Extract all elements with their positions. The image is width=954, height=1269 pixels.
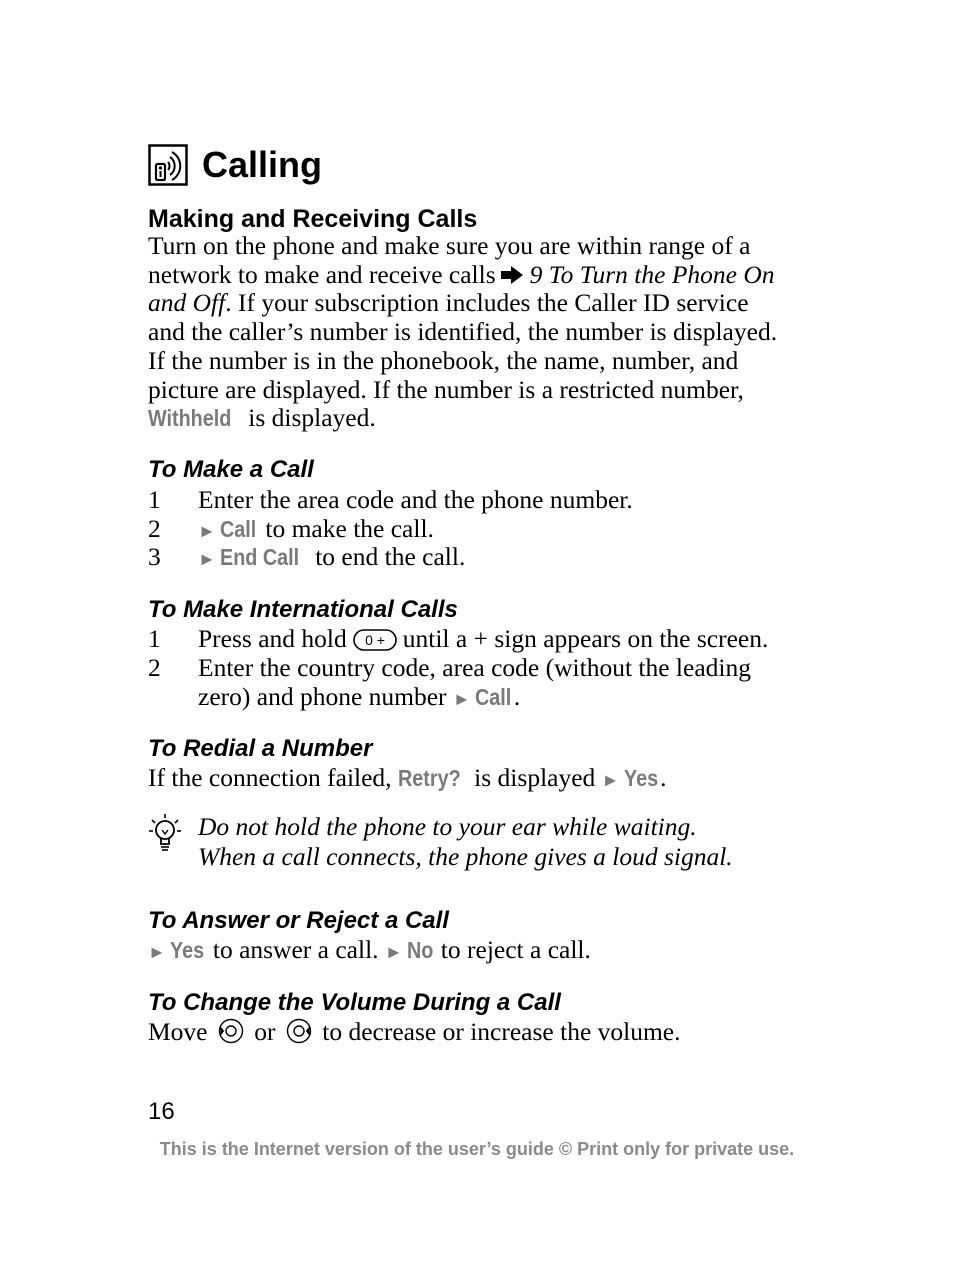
cross-reference-link[interactable]: 9 To Turn the Phone On xyxy=(529,259,775,289)
select-arrow-icon: ► xyxy=(384,942,403,962)
ui-label-call: Call xyxy=(474,683,512,710)
step-text: Press and hold xyxy=(198,624,347,653)
ui-label-retry: Retry? xyxy=(397,765,461,791)
ui-label-yes: Yes xyxy=(623,765,658,791)
lightbulb-icon xyxy=(148,812,188,856)
heading-redial: To Redial a Number xyxy=(148,735,373,762)
step-international-2 xyxy=(148,654,828,713)
select-arrow-icon: ► xyxy=(198,521,216,541)
heading-volume: To Change the Volume During a Call xyxy=(148,989,561,1016)
text-span: to decrease or increase the volume. xyxy=(322,1017,681,1046)
text-line: Turn on the phone and make sure you are within range of a xyxy=(148,231,751,260)
step-text: Enter the area code and the phone number. xyxy=(198,485,633,514)
text-line: If the number is in the phonebook, the name, number, and xyxy=(148,345,739,375)
text-span: network to make and receive calls xyxy=(148,259,496,289)
key-label: 0 + xyxy=(364,632,385,648)
tip-line: Do not hold the phone to your ear while waiting. xyxy=(198,812,697,841)
text-line: and the caller’s number is identified, the number is displayed. xyxy=(148,317,778,347)
step-text: to make the call. xyxy=(259,514,434,543)
step-make-call-3 xyxy=(148,543,828,574)
select-arrow-icon: ► xyxy=(452,688,471,709)
step-text: to end the call. xyxy=(308,542,466,571)
zero-plus-key-icon xyxy=(353,629,397,651)
text-line xyxy=(148,261,818,290)
heading-make-call: To Make a Call xyxy=(148,456,314,483)
text-span: If the connection failed, xyxy=(148,763,392,792)
step-number: 1 xyxy=(148,485,161,514)
answer-paragraph xyxy=(148,936,818,967)
select-arrow-icon: ► xyxy=(198,549,216,569)
navigation-key-right-icon xyxy=(286,1018,312,1044)
navigation-key-left-icon xyxy=(218,1018,244,1044)
text-span: Move xyxy=(148,1017,208,1046)
step-text: until a + sign appears on the screen. xyxy=(402,624,769,653)
heading-international-calls: To Make International Calls xyxy=(148,596,458,623)
text-span: to reject a call. xyxy=(434,935,591,964)
phone-signal-icon xyxy=(148,144,188,186)
text-span: . xyxy=(513,681,521,711)
making-paragraph xyxy=(148,232,818,433)
text-span: or xyxy=(254,1017,276,1046)
chapter-title: Calling xyxy=(202,144,323,185)
text-span: . xyxy=(660,763,667,792)
step-text: zero) and phone number xyxy=(198,681,447,711)
step-make-call-2 xyxy=(148,515,828,546)
step-make-call-1 xyxy=(148,486,828,515)
select-arrow-icon: ► xyxy=(601,770,620,790)
text-line: picture are displayed. If the number is a restricted number, xyxy=(148,374,744,404)
redial-paragraph xyxy=(148,764,818,795)
volume-paragraph xyxy=(148,1018,818,1047)
ui-label-withheld: Withheld xyxy=(148,405,232,432)
heading-answer-reject: To Answer or Reject a Call xyxy=(148,907,449,934)
footer-notice: This is the Internet version of the user’s guide © Print only for private use. xyxy=(159,1139,795,1159)
select-arrow-icon: ► xyxy=(148,942,166,962)
ui-label-no: No xyxy=(406,937,434,963)
step-number: 2 xyxy=(148,653,161,682)
text-line xyxy=(148,289,818,318)
tip-box xyxy=(148,812,828,872)
text-span: is displayed. xyxy=(241,403,376,433)
ui-label-call: Call xyxy=(219,516,257,542)
page-number: 16 xyxy=(148,1098,175,1125)
step-number: 3 xyxy=(148,542,161,571)
cross-reference-link-cont[interactable]: and Off xyxy=(148,288,226,318)
step-text: Enter the country code, area code (without the leading xyxy=(198,653,751,682)
text-span: is displayed xyxy=(467,763,596,792)
text-span: . If your subscription includes the Caller ID service xyxy=(225,288,749,318)
step-number: 2 xyxy=(148,514,161,543)
ui-label-yes: Yes xyxy=(169,937,204,963)
tip-line: When a call connects, the phone gives a loud signal. xyxy=(198,842,733,871)
chapter-header xyxy=(148,142,322,188)
section-heading-making-receiving: Making and Receiving Calls xyxy=(148,205,478,233)
step-international-1 xyxy=(148,625,828,654)
ui-label-end-call: End Call xyxy=(219,544,299,570)
step-number: 1 xyxy=(148,624,161,653)
reference-arrow-icon xyxy=(500,265,524,285)
text-span: to answer a call. xyxy=(206,935,379,964)
text-line xyxy=(148,404,818,433)
